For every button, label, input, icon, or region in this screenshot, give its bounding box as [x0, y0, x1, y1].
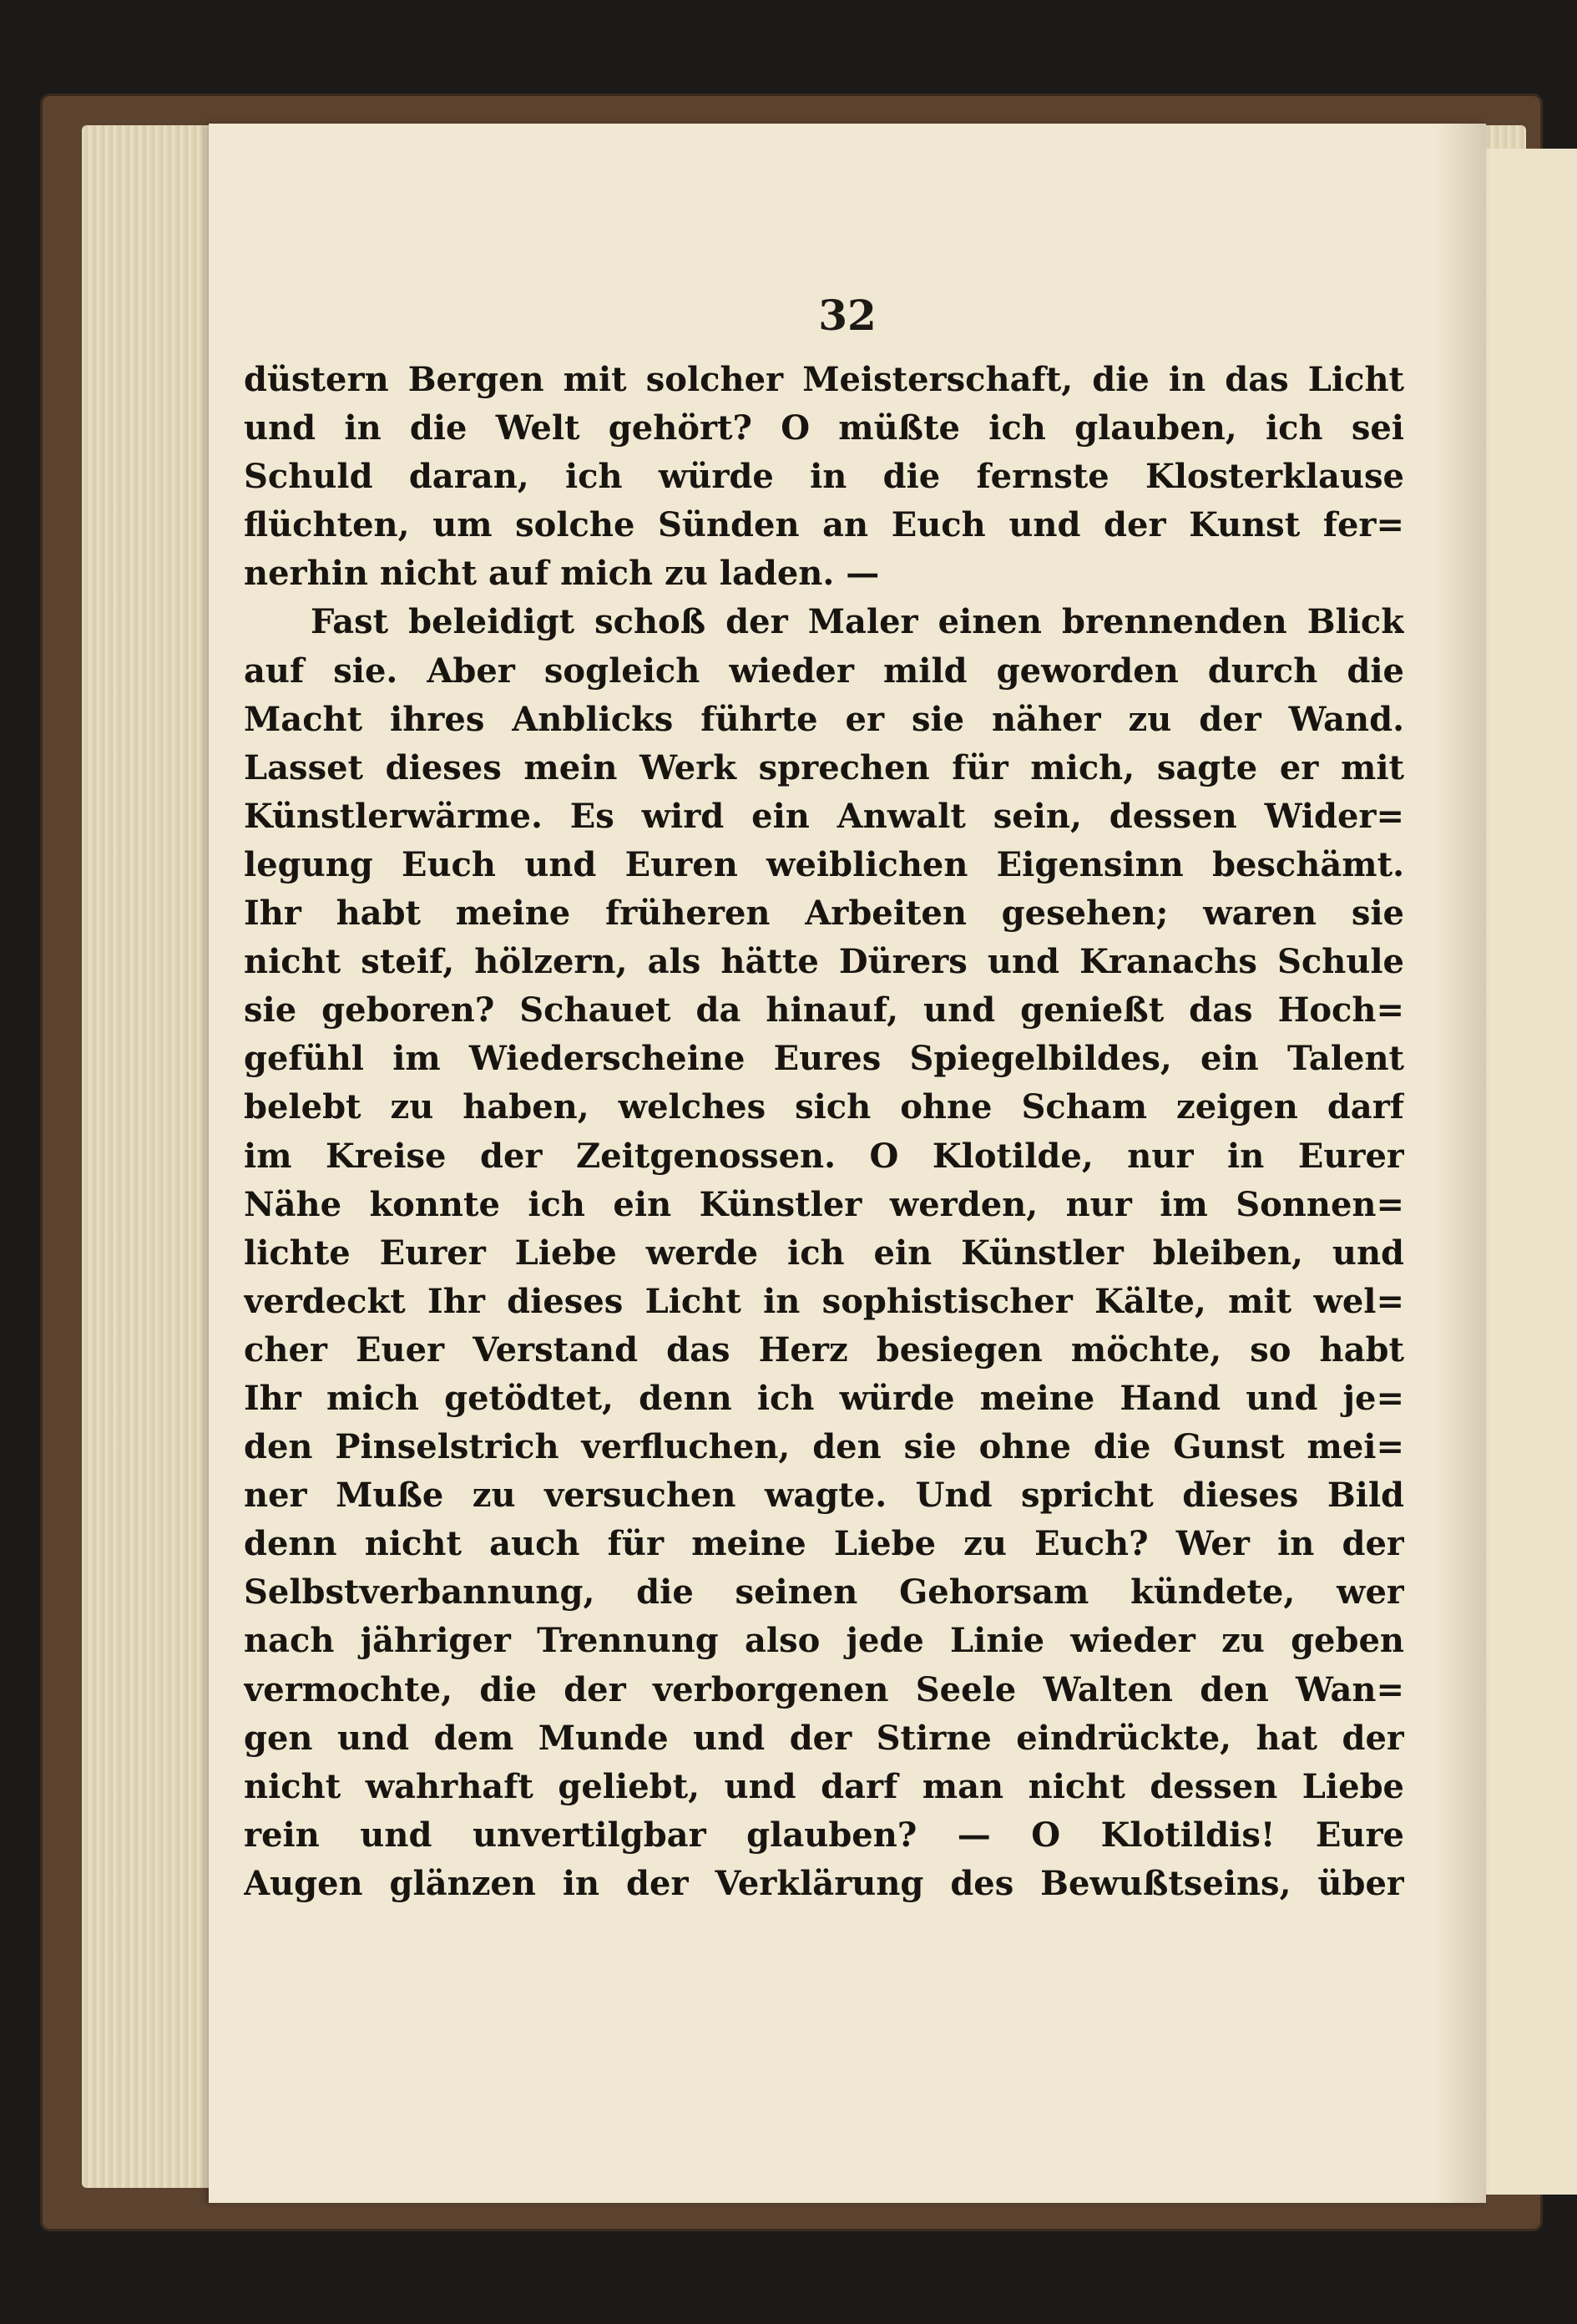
text-line: auf sie. Aber sogleich wieder mild geworden durch die: [244, 651, 1404, 691]
text-line: Schuld daran, ich würde in die fernste Klosterklause: [244, 457, 1404, 497]
text-line: Macht ihres Anblicks führte er sie näher zu der Wand.: [244, 699, 1404, 739]
body-text: [244, 356, 1404, 1908]
text-line: vermochte, die der verborgenen Seele Walten den Wan=: [244, 1669, 1404, 1709]
text-line: den Pinselstrich verfluchen, den sie ohne die Gunst mei=: [244, 1427, 1404, 1467]
text-line: denn nicht auch für meine Liebe zu Euch? Wer in der: [244, 1524, 1404, 1564]
text-line: Lasset dieses mein Werk sprechen für mich, sagte er mit: [244, 747, 1404, 787]
text-line: nicht wahrhaft geliebt, und darf man nicht dessen Liebe: [244, 1766, 1404, 1806]
text-line: Künstlerwärme. Es wird ein Anwalt sein, dessen Wider=: [244, 796, 1404, 836]
text-line: Augen glänzen in der Verklärung des Bewußtseins, über: [244, 1863, 1404, 1903]
text-line: nerhin nicht auf mich zu laden. —: [244, 554, 880, 594]
text-line: Nähe konnte ich ein Künstler werden, nur im Sonnen=: [244, 1184, 1404, 1224]
text-line: sie geboren? Schauet da hinauf, und genießt das Hoch=: [244, 990, 1404, 1030]
text-line: gen und dem Munde und der Stirne eindrückte, hat der: [244, 1718, 1404, 1758]
facing-page-edge: [1486, 149, 1577, 2195]
text-line: ner Muße zu versuchen wagte. Und spricht dieses Bild: [244, 1476, 1404, 1516]
text-line: und in die Welt gehört? O müßte ich glauben, ich sei: [244, 408, 1404, 448]
text-line: cher Euer Verstand das Herz besiegen möchte, so habt: [244, 1329, 1404, 1370]
text-line: lichte Eurer Liebe werde ich ein Künstler bleiben, und: [244, 1233, 1404, 1273]
text-line: düstern Bergen mit solcher Meisterschaft, die in das Licht: [244, 360, 1404, 399]
page-number: 32: [818, 291, 877, 340]
text-line: Ihr habt meine früheren Arbeiten gesehen; waren sie: [244, 894, 1404, 934]
text-line: Ihr mich getödtet, denn ich würde meine Hand und je=: [244, 1378, 1404, 1418]
text-line: nicht steif, hölzern, als hätte Dürers und Kranachs Schule: [244, 942, 1404, 982]
text-line: Selbstverbannung, die seinen Gehorsam kündete, wer: [244, 1572, 1404, 1613]
text-line: gefühl im Wiederscheine Eures Spiegelbildes, ein Talent: [244, 1039, 1404, 1079]
text-line: verdeckt Ihr dieses Licht in sophistischer Kälte, mit wel=: [244, 1281, 1404, 1321]
text-line: nach jähriger Trennung also jede Linie wieder zu geben: [244, 1621, 1404, 1661]
text-line: belebt zu haben, welches sich ohne Scham zeigen darf: [244, 1087, 1404, 1127]
text-line: flüchten, um solche Sünden an Euch und der Kunst fer=: [244, 505, 1404, 545]
page-gutter-shadow: [1436, 124, 1486, 2203]
text-line: legung Euch und Euren weiblichen Eigensinn beschämt.: [244, 844, 1404, 884]
text-line: im Kreise der Zeitgenossen. O Klotilde, nur in Eurer: [244, 1136, 1404, 1176]
text-line: Fast beleidigt schoß der Maler einen brennenden Blick: [311, 602, 1404, 642]
text-line: rein und unvertilgbar glauben? — O Klotildis! Eure: [244, 1815, 1404, 1855]
